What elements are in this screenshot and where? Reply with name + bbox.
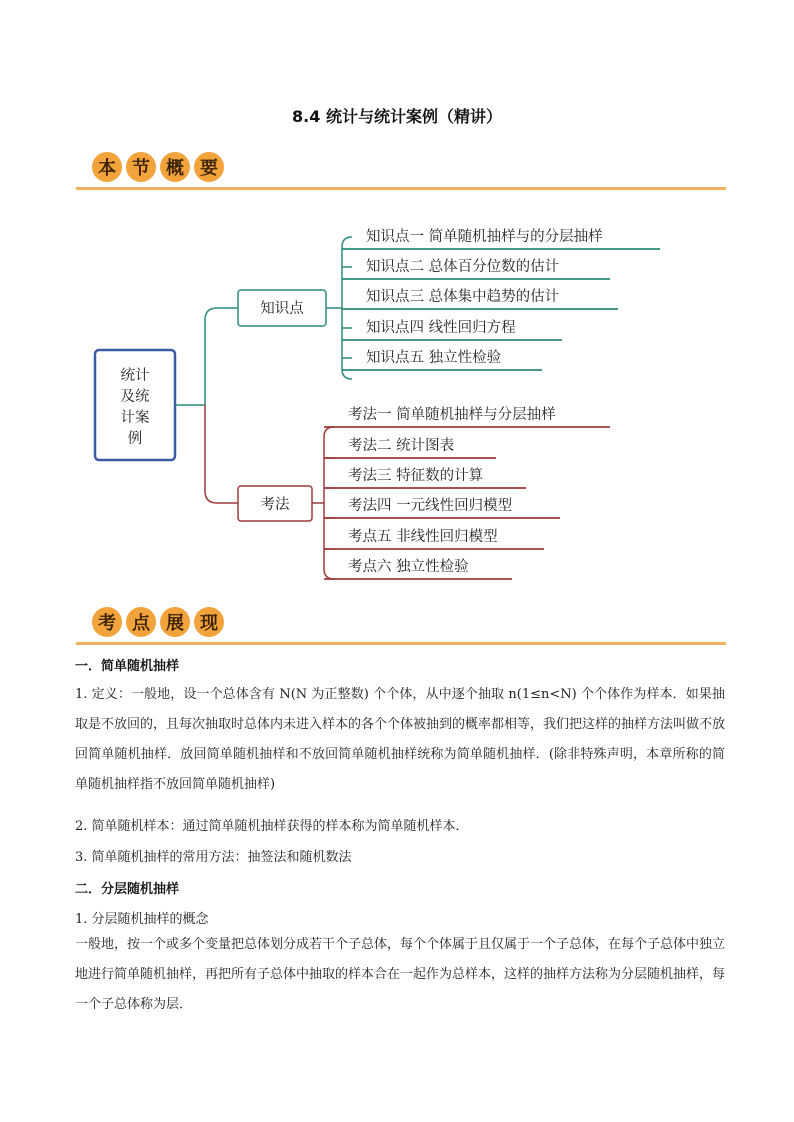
section-badge-char: 本 bbox=[92, 152, 122, 182]
branch-label-methods: 考法 bbox=[260, 497, 290, 513]
method-item: 考法三 特征数的计算 bbox=[348, 468, 484, 484]
root-line-4: 例 bbox=[127, 431, 143, 447]
mind-map bbox=[80, 205, 720, 595]
paragraph-methods: 3. 简单随机抽样的常用方法：抽签法和随机数法 bbox=[75, 850, 352, 865]
paragraph-definition: 1. 定义：一般地，设一个总体含有 N(N 为正整数) 个个体，从中逐个抽取 n(1≤n<N) 个个体作为样本．如果抽取是不放回的，且每次抽取时总体内未进入样本的各个个体被抽到的概率都相等，我们把这样的抽样方法叫做不放回简单随机抽样．放回简单随机抽样和不放回简单随机抽样统称为简单随机抽样．(除非特殊声明，本章所称的简单随机抽样指不放回简单随机抽样) bbox=[75, 687, 726, 792]
section-header-topics bbox=[76, 605, 726, 645]
connector-items bbox=[342, 237, 352, 379]
section-underline bbox=[76, 642, 726, 645]
method-item: 考点五 非线性回归模型 bbox=[348, 529, 498, 545]
knowledge-item: 知识点三 总体集中趋势的估计 bbox=[366, 289, 560, 305]
branch-label-knowledge: 知识点 bbox=[260, 301, 304, 317]
section-badge-char: 节 bbox=[126, 152, 156, 182]
paragraph-stratified-concept: 1. 分层随机抽样的概念 bbox=[75, 912, 209, 927]
knowledge-item: 知识点五 独立性检验 bbox=[366, 350, 502, 366]
heading-stratified-sampling: 二．分层随机抽样 bbox=[75, 882, 180, 897]
knowledge-item: 知识点四 线性回归方程 bbox=[366, 320, 516, 336]
section-badge-char: 考 bbox=[92, 607, 122, 637]
method-item: 考点六 独立性检验 bbox=[348, 559, 469, 575]
page-title: 8.4 统计与统计案例（精讲） bbox=[292, 107, 502, 126]
method-item: 考法一 简单随机抽样与分层抽样 bbox=[348, 407, 556, 423]
knowledge-item: 知识点一 简单随机抽样与的分层抽样 bbox=[366, 229, 603, 245]
connector-branch2 bbox=[205, 405, 238, 503]
section-badge-char: 要 bbox=[194, 152, 224, 182]
section-badge-char: 现 bbox=[194, 607, 224, 637]
method-item: 考法四 一元线性回归模型 bbox=[348, 498, 513, 514]
connector-branch1 bbox=[205, 308, 238, 405]
connector-items bbox=[324, 427, 334, 579]
root-line-3: 计案 bbox=[120, 410, 150, 426]
method-item: 考法二 统计图表 bbox=[348, 438, 455, 454]
section-header-overview bbox=[76, 150, 726, 190]
section-badge-char: 点 bbox=[126, 607, 156, 637]
root-line-1: 统计 bbox=[120, 368, 150, 384]
section-badge-char: 展 bbox=[160, 607, 190, 637]
section-badge-char: 概 bbox=[160, 152, 190, 182]
root-line-2: 及统 bbox=[120, 389, 150, 405]
section-underline bbox=[76, 187, 726, 190]
knowledge-item: 知识点二 总体百分位数的估计 bbox=[366, 259, 560, 275]
paragraph-simple-sample: 2. 简单随机样本：通过简单随机抽样获得的样本称为简单随机样本． bbox=[75, 819, 469, 834]
paragraph-stratified-definition: 一般地，按一个或多个变量把总体划分成若干个子总体，每个个体属于且仅属于一个子总体，在每个子总体中独立地进行简单随机抽样，再把所有子总体中抽取的样本合在一起作为总样本，这样的抽样方法称为分层随机抽样，每一个子总体称为层． bbox=[75, 937, 726, 1012]
heading-simple-random-sampling: 一．简单随机抽样 bbox=[75, 659, 180, 674]
